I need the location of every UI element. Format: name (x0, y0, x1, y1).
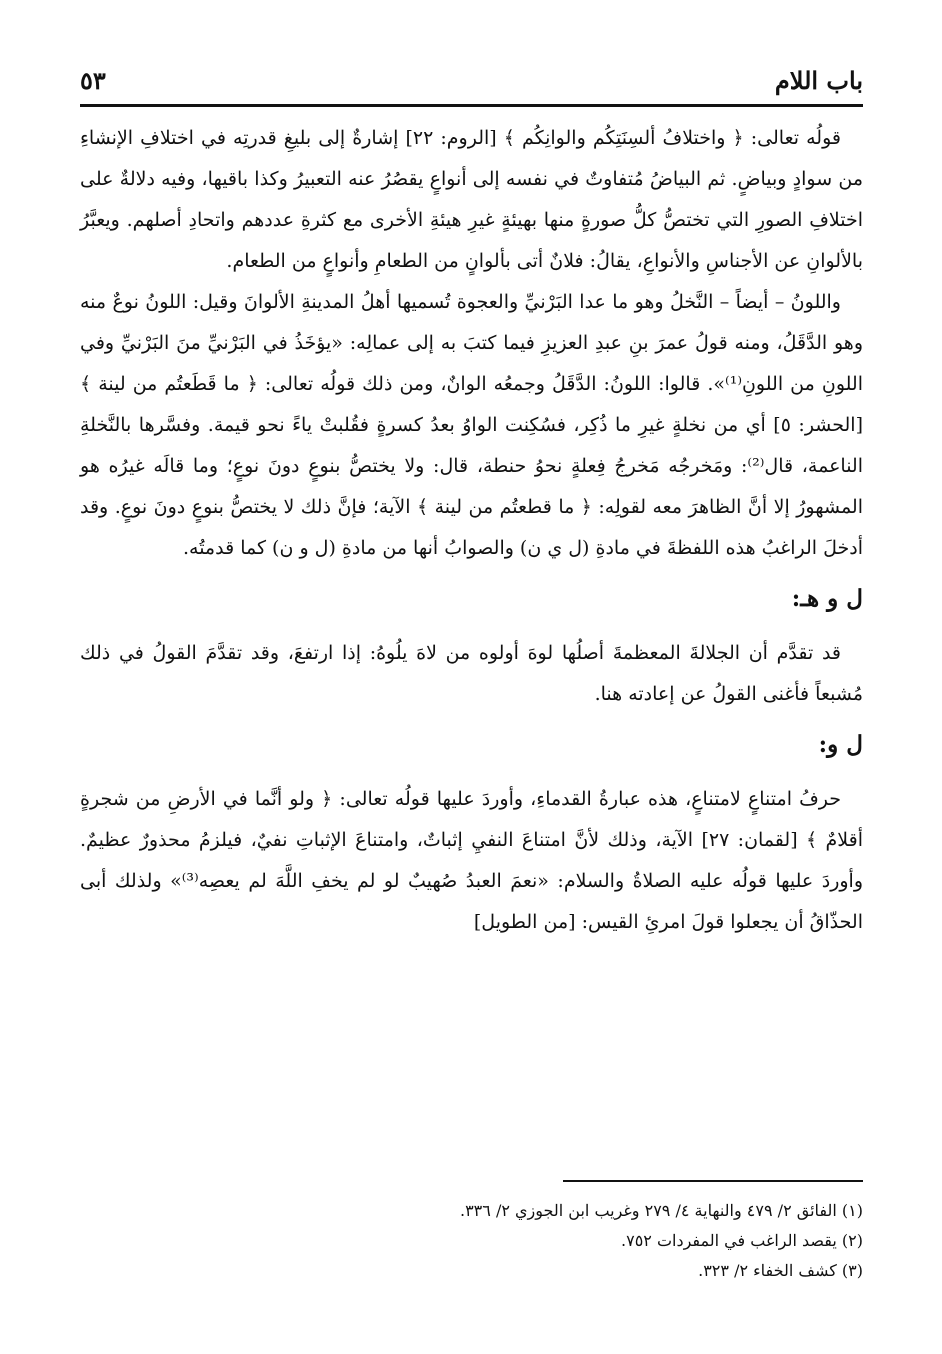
header-divider (80, 104, 863, 107)
chapter-title: باب اللام (774, 65, 863, 95)
paragraph-lawn: واللونُ – أيضاً – النَّخلُ وهو ما عدا البَرْنيِّ والعجوة تُسميها أهلُ المدينةِ الألوانَ وقيل: اللونُ نوعٌ منه وهو الدَّقَلُ، ومنه قولُ عمرَ بنِ عبدِ العزيزِ فيما كتبَ به إلى عمالِه: «يؤخَذُ في البَرْنيِّ منَ البَرْنيِّ وفي اللونِ من اللونِ⁽¹⁾». قالوا: اللونُ: الدَّقَلُ وجمعُه الوانٌ، ومن ذلك قولُه تعالى: ﴿ ما قَطَعتُم من لينة ﴾ [الحشر: ٥] أي من نخلةٍ غيرِ ما ذُكِر، فسُكِنت الواوُ بعدُ كسرةٍ فقُلبتْ ياءً نحو قيمة. وفسَّرها بالنَّخلةِ الناعمة، قال⁽²⁾: ومَخرجُه مَخرجُ فِعلةٍ نحوُ حنطة، قال: ولا يختصُّ بنوعٍ دونَ نوعٍ؛ وما قالَه غيرُه هو المشهورُ إلا أنَّ الظاهرَ معه لقولِه: ﴿ ما قطعتُم من لينة ﴾ الآية؛ فإنَّ ذلك لا يختصُّ بنوعٍ دونَ نوعٍ. وقد أدخلَ الراغبُ هذه اللفظةَ في مادةِ (ل ي ن) والصوابُ أنها من مادةِ (ل و ن) كما قدمتُه. (80, 291, 864, 559)
paragraph-lw: حرفُ امتناعٍ لامتناعٍ، هذه عبارةُ القدماءِ، وأوردَ عليها قولُه تعالى: ﴿ ولو أنَّما في الأرضِ من شجرةٍ أقلامٌ ﴾ [لقمان: ٢٧] الآية، وذلك لأنَّ امتناعَ النفيِ إثباتٌ، وامتناعَ الإثباتِ نفيٌ، فيلزمُ محذورٌ عظيمٌ. وأوردَ عليها قولُه عليه الصلاةُ والسلام: «نعمَ العبدُ صُهيبٌ لو لم يخفِ اللَّهَ لم يعصِه⁽³⁾» ولذلك أبى الحذّاقُ أن يجعلوا قولَ امرئِ القيس: [من الطويل] (80, 788, 863, 933)
footnote-divider (563, 1180, 863, 1182)
footnote-3: (٣) كشف الخفاء ٢/ ٣٢٣. (698, 1261, 863, 1280)
page-number: ٥٣ (80, 65, 106, 95)
footnote-2: (٢) يقصد الراغب في المفردات ٧٥٢. (621, 1231, 863, 1250)
main-text (80, 118, 863, 943)
paragraph-lwh: قد تقدَّم أن الجلالةَ المعظمةَ أصلُها لوهَ أولوه من لاهَ يلُوهُ: إذا ارتفعَ، وقد تقدَّمَ القولُ في ذلك مُشبعاً فأغنى القولُ عن إعادته هنا. (80, 642, 863, 705)
entry-heading-lwh: ل و هـ: (791, 585, 863, 612)
footnotes (80, 1196, 863, 1286)
paragraph-colors: قولُه تعالى: ﴿ واختلافُ ألسِنَتِكُم والوانِكُم ﴾ [الروم: ٢٢] إشارةٌ إلى بليغِ قدرتِه في اختلافِ الإنشاءِ من سوادٍ وبياضٍ. ثم البياضُ مُتفاوتٌ في نفسه إلى أنواعٍ يقصُرُ عنه التعبيرُ وكذا باقيها، وفيه دلالةٌ على اختلافِ الصورِ التي تختصُّ كلُّ صورةٍ منها بهيئةٍ غيرِ هيئةِ الأخرى مع كثرةِ عددهم واتحادِ أصلهم. ويعبَّرُ بالألوانِ عن الأجناسِ والأنواعِ، يقالُ: فلانٌ أتى بألوانٍ من الطعامِ وأنواعٍ من الطعام. (80, 127, 863, 272)
entry-heading-lw: ل و: (818, 731, 863, 758)
page-header (80, 62, 863, 98)
footnote-1: (١) الفائق ٢/ ٤٧٩ والنهاية ٤/ ٢٧٩ وغريب ابن الجوزي ٢/ ٣٣٦. (459, 1201, 863, 1220)
